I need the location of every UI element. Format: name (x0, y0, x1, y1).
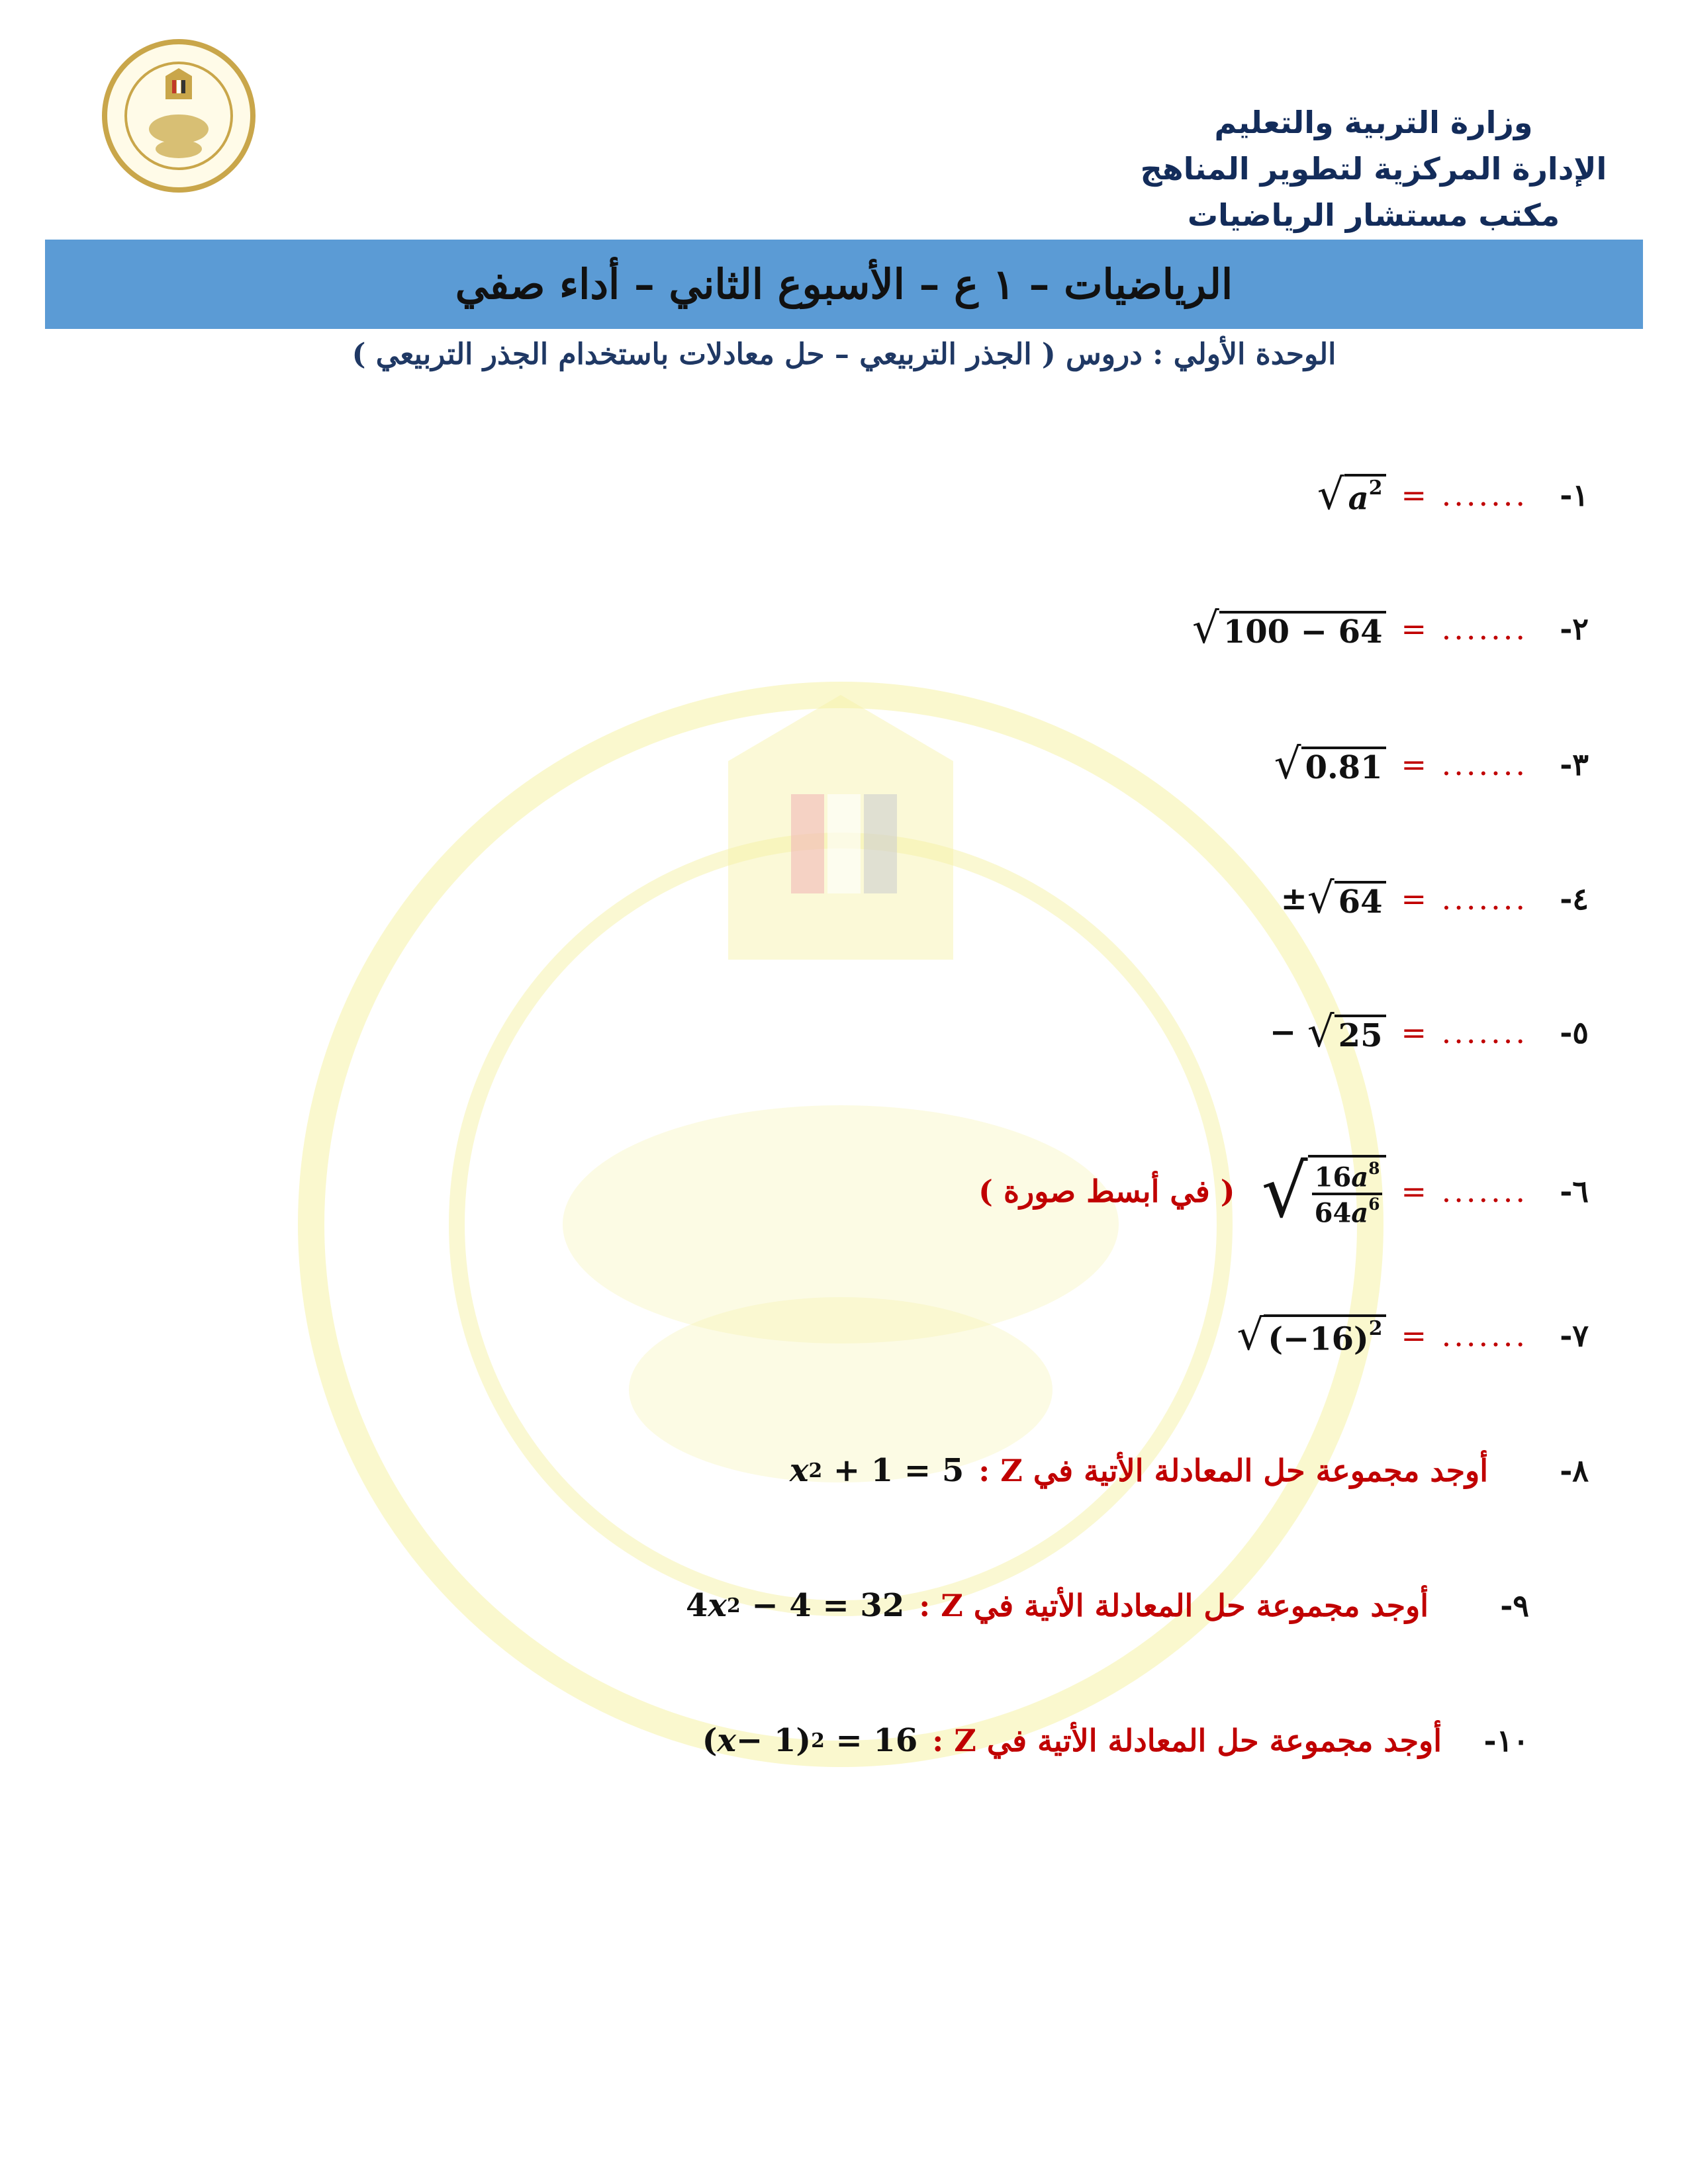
expression: − √ 25 (1270, 1011, 1387, 1054)
question-number: ٧- (1560, 1318, 1589, 1353)
answer-blank: = ....... (1401, 1173, 1528, 1209)
expression: ± √ 64 (1281, 878, 1387, 920)
question-4 (1261, 859, 1589, 938)
answer-blank: = ....... (1401, 477, 1528, 513)
ministry-line-3: مكتب مستشار الرياضيات (1187, 197, 1560, 233)
unit-subtitle: الوحدة الأولي : دروس ( الجذر التربيعي – حل معادلات باستخدام الجذر التربيعي ) (352, 338, 1336, 371)
equation: 4 x 2 − 4 = 32 (686, 1587, 905, 1624)
question-6 (978, 1138, 1589, 1244)
answer-blank: = ....... (1401, 881, 1528, 917)
answer-blank: = ....... (1401, 747, 1528, 782)
ministry-seal-logo (99, 36, 258, 195)
equation: ( x − 1) 2 = 16 (702, 1722, 918, 1759)
question-number: ٥- (1560, 1015, 1589, 1050)
ministry-name-block (1122, 99, 1625, 238)
question-number: ٦- (1560, 1173, 1589, 1209)
answer-blank: = ....... (1401, 611, 1528, 647)
ministry-line-2: الإدارة المركزية لتطوير المناهج (1140, 151, 1607, 187)
question-7 (1237, 1296, 1589, 1375)
question-10 (702, 1701, 1529, 1780)
question-text: أوجد مجموعة حل المعادلة الأتية في Z : (919, 1588, 1429, 1623)
question-number: ١- (1560, 477, 1589, 513)
expression: √ $a^2$ (1317, 474, 1387, 516)
title-bar (45, 240, 1643, 329)
question-1 (1317, 455, 1589, 535)
answer-blank: = ....... (1401, 1015, 1528, 1050)
expression: √ 0.81 (1274, 743, 1387, 786)
question-9 (686, 1566, 1529, 1645)
question-2 (1192, 589, 1589, 668)
simplest-form-note: ( في أبسط صورة ) (978, 1173, 1235, 1209)
ministry-line-1: وزارة التربية والتعليم (1214, 105, 1533, 140)
expression: √ 100 − 64 (1192, 608, 1386, 650)
answer-blank: = ....... (1401, 1318, 1528, 1353)
equation: x 2 + 1 = 5 (789, 1452, 964, 1489)
question-number: ٣- (1560, 747, 1589, 782)
question-number: ٢- (1560, 611, 1589, 647)
question-number: ٨- (1560, 1453, 1589, 1488)
question-number: ١٠- (1483, 1723, 1529, 1758)
question-text: أوجد مجموعة حل المعادلة الأتية في Z : (932, 1723, 1442, 1758)
expression: √ $\frac{16a^8}{64a^6}$ (1262, 1155, 1387, 1228)
question-5 (1270, 993, 1589, 1072)
page-title: الرياضيات – ١ ع – الأسبوع الثاني – أداء صفي (455, 260, 1233, 308)
question-number: ٩- (1500, 1588, 1529, 1623)
question-number: ٤- (1560, 881, 1589, 917)
question-3 (1254, 725, 1589, 804)
question-8 (790, 1431, 1589, 1510)
question-text: أوجد مجموعة حل المعادلة الأتية في Z : (978, 1453, 1488, 1488)
expression: √ $(-16)^2$ (1237, 1314, 1387, 1357)
